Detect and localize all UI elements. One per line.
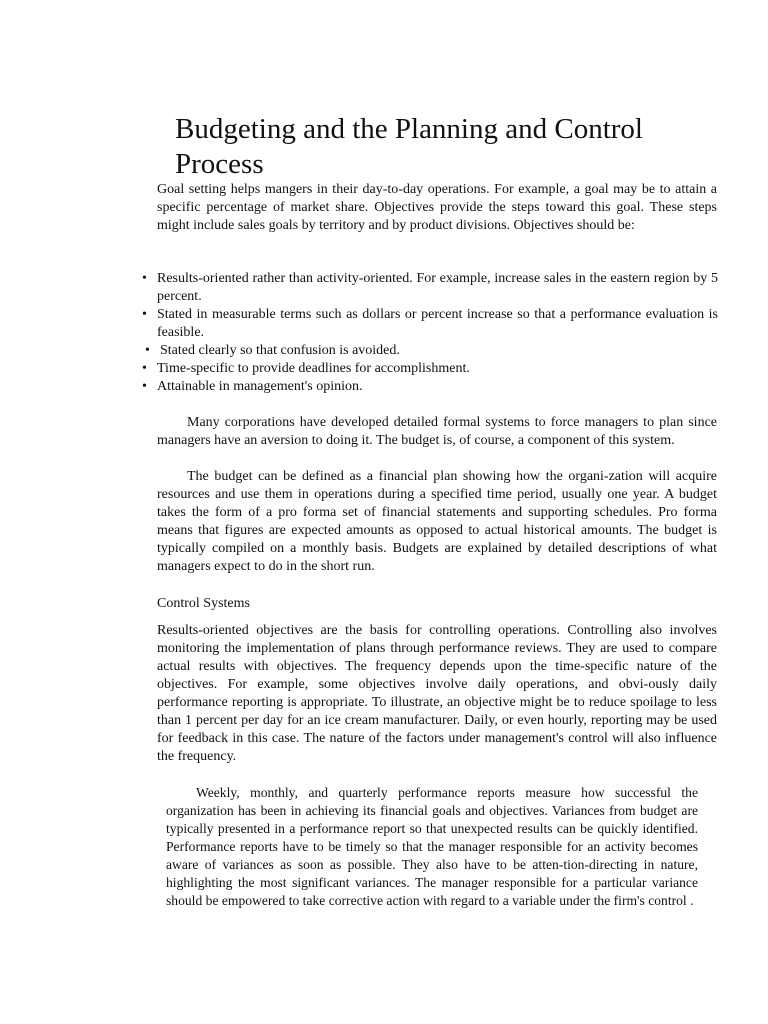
body-paragraph-2: The budget can be defined as a financial plan showing how the organi-zation will acquire resources and use them in operations during a specified time period, usually one year. A budget takes the form of a pro forma set of financial statements and supporting schedules. Pro forma means that figures are expected amounts as opposed to actual historical amounts. The budget is typically compiled on a monthly basis. Budgets are explained by detailed descriptions of what managers expect to do in the short run. xyxy=(157,469,717,574)
intro-paragraph: Goal setting helps mangers in their day-to-day operations. For example, a goal may be to attain a specific percentage of market share. Objectives provide the steps toward this goal. These steps might include sales goals by territory and by product divisions. Objectives should be: xyxy=(157,182,717,233)
bullet-icon: • xyxy=(142,307,147,322)
list-item xyxy=(145,342,718,360)
body-paragraph-4: Weekly, monthly, and quarterly performance reports measure how successful the organization has been in achieving its financial goals and objectives. Variances from budget are typically presented in a performance report so that unexpected results can be quickly identified. Performance reports have to be timely so that the manager responsible for an activity becomes aware of variances as soon as possible. They also have to be atten-tion-directing in nature, highlighting the most significant variances. The manager responsible for a particular variance should be empowered to take corrective action with regard to a variable under the firm's control . xyxy=(166,785,698,908)
list-item xyxy=(142,378,718,396)
bullet-icon: • xyxy=(142,271,147,286)
list-item-text: Stated clearly so that confusion is avoided. xyxy=(160,343,400,358)
body-paragraph-3: Results-oriented objectives are the basis for controlling operations. Controlling also involves monitoring the implementation of plans through performance reviews. They are used to compare actual results with objectives. The frequency depends upon the time-specific nature of the objectives. For example, some objectives involve daily operations, and obvi-ously daily performance reporting is appropriate. To illustrate, an objective might be to reduce spoilage to less than 1 percent per day for an ice cream manufacturer. Daily, or even hourly, reporting may be used for feedback in this case. The nature of the factors under management's control will also influence the frequency. xyxy=(157,623,717,764)
list-item xyxy=(142,306,718,342)
list-item xyxy=(142,270,718,306)
body-paragraph-1: Many corporations have developed detailed formal systems to force managers to plan since managers have an aversion to doing it. The budget is, of course, a component of this system. xyxy=(157,415,717,448)
list-item-text: Results-oriented rather than activity-oriented. For example, increase sales in the eastern region by 5 percent. xyxy=(157,271,718,304)
list-item-text: Attainable in management's opinion. xyxy=(157,379,363,394)
bullet-icon: • xyxy=(142,379,147,394)
section-heading: Control Systems xyxy=(157,596,250,611)
page-title: Budgeting and the Planning and Control Process xyxy=(175,113,643,180)
bullet-icon: • xyxy=(145,343,150,358)
objectives-list xyxy=(142,270,718,396)
list-item-text: Stated in measurable terms such as dollars or percent increase so that a performance evaluation is feasible. xyxy=(157,307,718,340)
bullet-icon: • xyxy=(142,361,147,376)
list-item xyxy=(142,360,718,378)
list-item-text: Time-specific to provide deadlines for accomplishment. xyxy=(157,361,470,376)
